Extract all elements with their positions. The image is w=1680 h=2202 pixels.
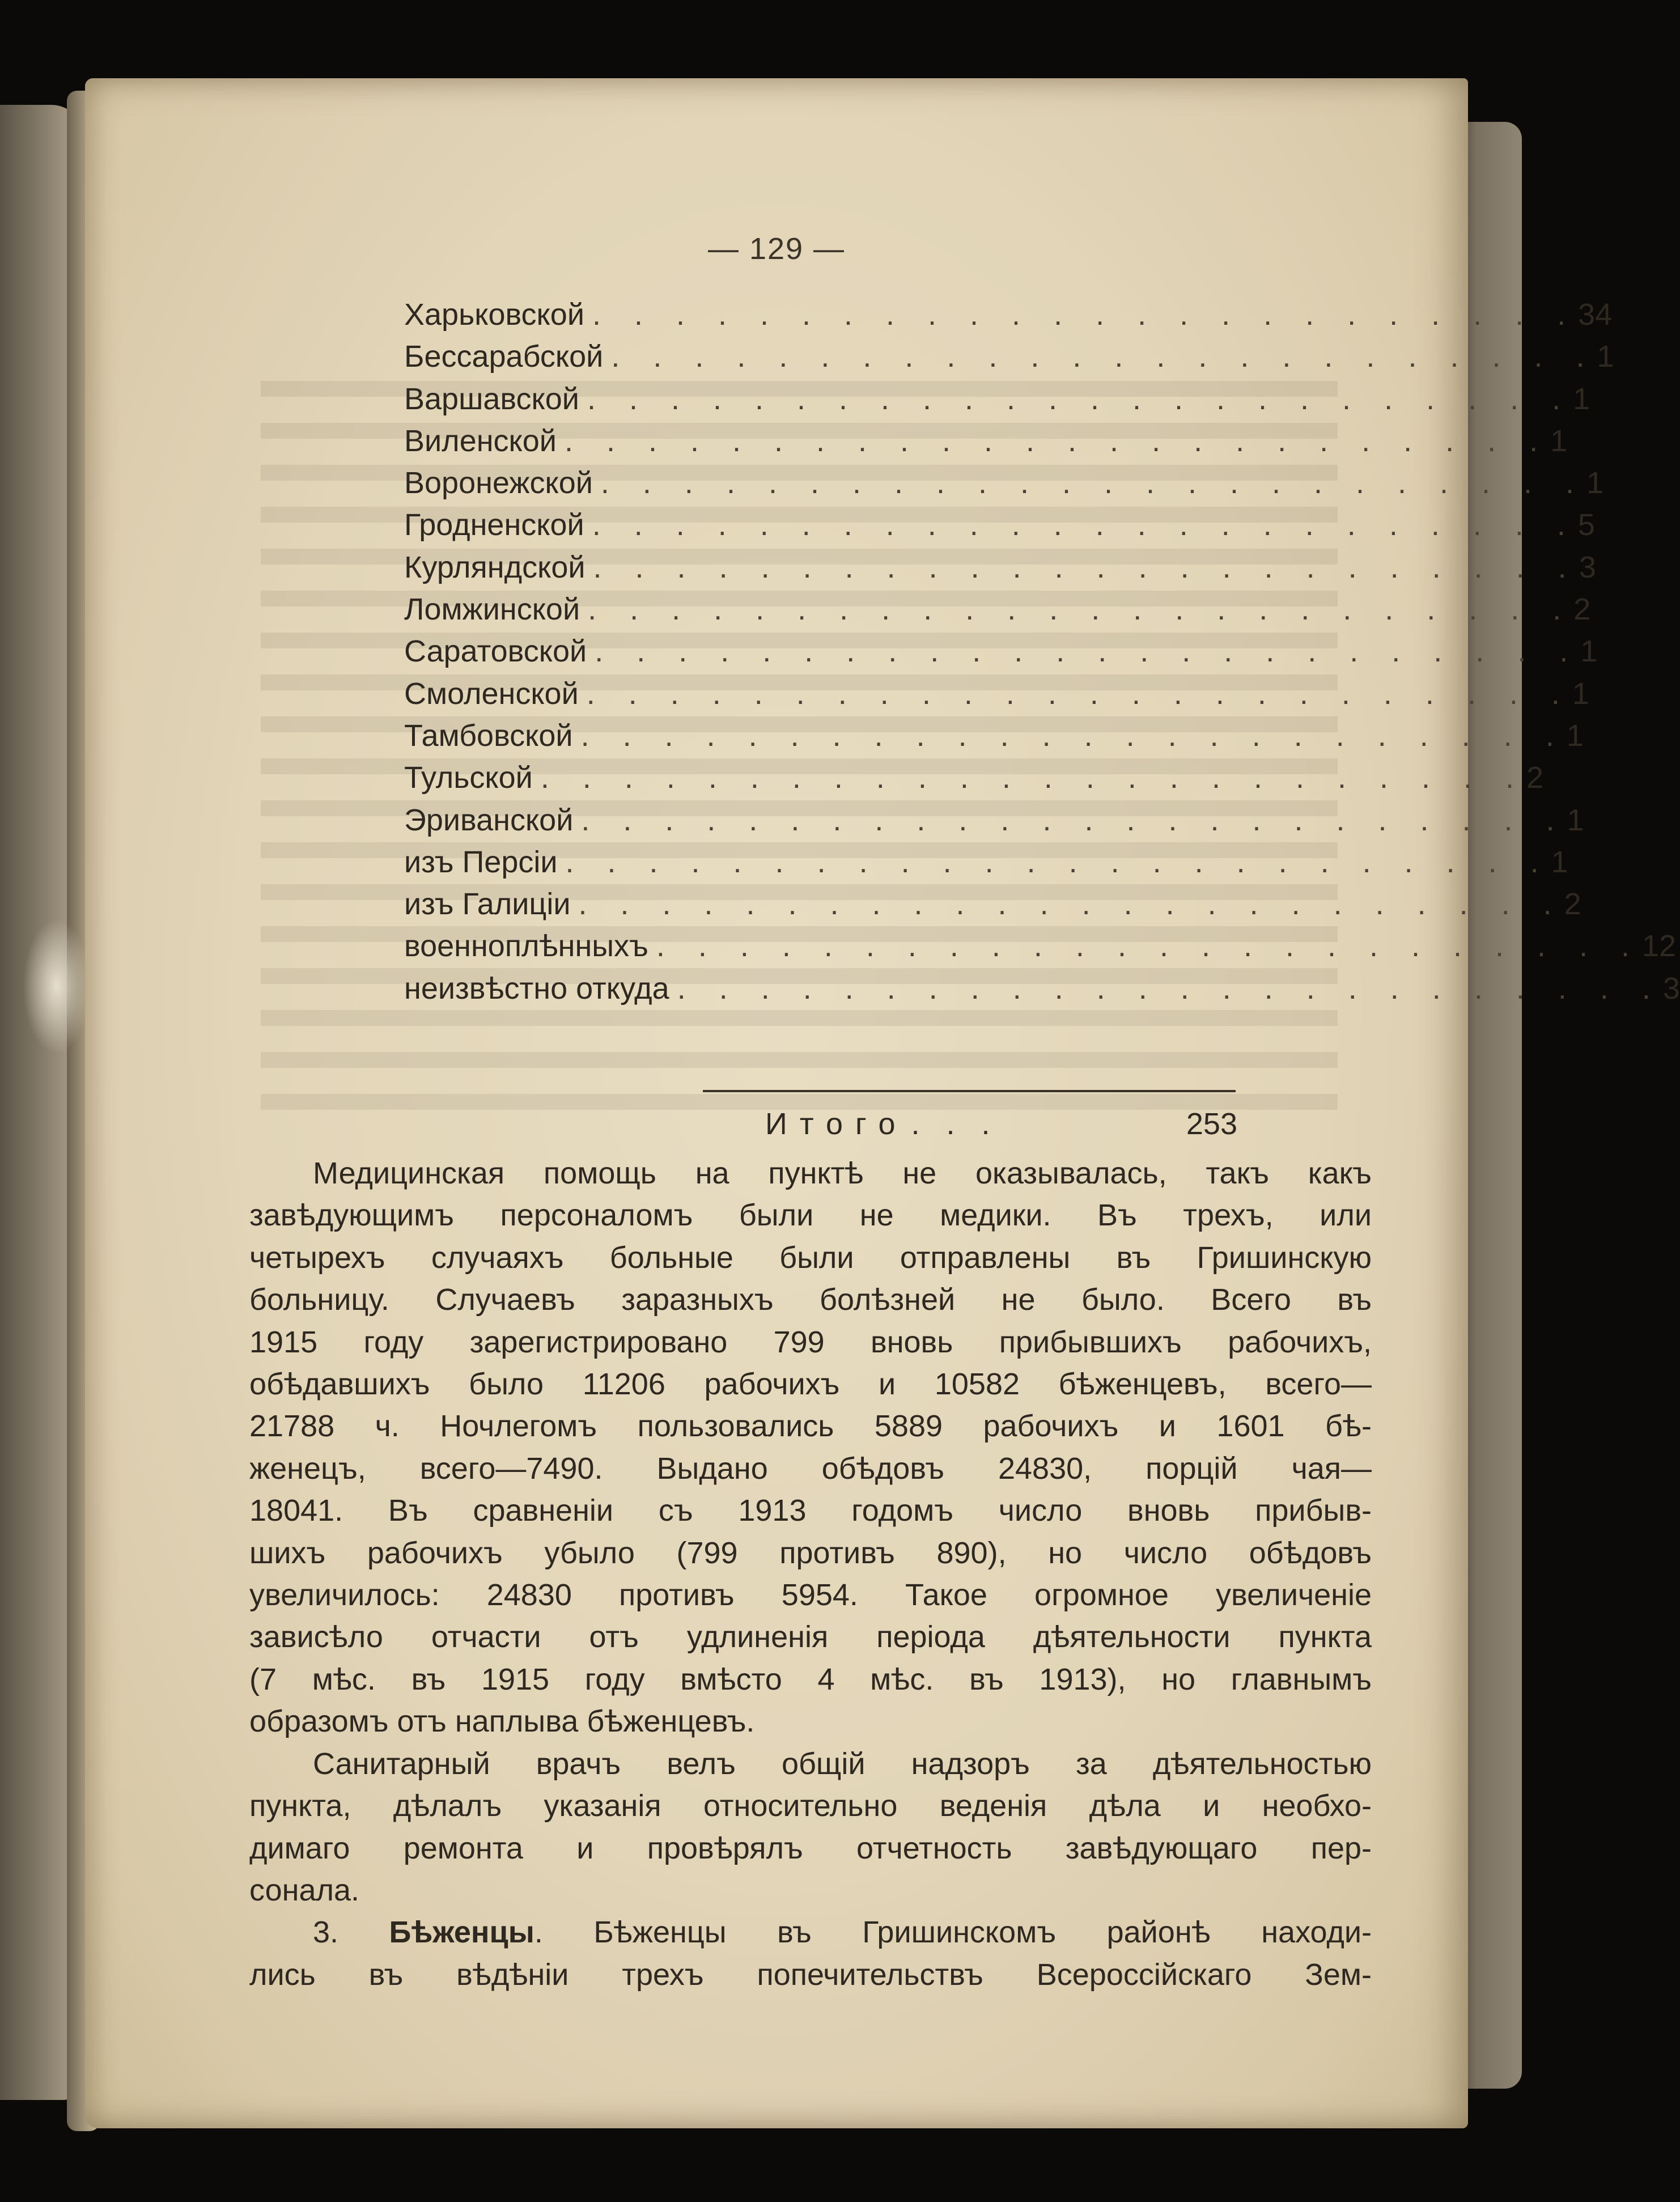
list-item: военноплѣнныхъ . . . . . . . . . . . . . . . . . . . . . . . . 12 — [404, 929, 1677, 964]
list-item: Варшавской . . . . . . . . . . . . . . . . . . . . . . . . 1 — [404, 381, 1590, 416]
list-item: Ломжинской . . . . . . . . . . . . . . . . . . . . . . . . 2 — [404, 592, 1591, 627]
list-item: неизвѣстно откуда . . . . . . . . . . . . . . . . . . . . . . . . 3 — [404, 971, 1680, 1005]
total-row: Итого . . . 253 — [765, 1103, 1237, 1145]
list-item: Саратовской . . . . . . . . . . . . . . . . . . . . . . . . 1 — [404, 634, 1598, 669]
paragraph-refugees: 3. Бѣженцы. Бѣженцы въ Гришинскомъ районѣ находи- лись въ вѣдѣніи трехъ попечительствъ Всероссійскаго Зем- — [249, 1915, 1372, 1992]
list-item: Виленской . . . . . . . . . . . . . . . . . . . . . . . . 1 — [404, 423, 1568, 458]
list-item: Смоленской . . . . . . . . . . . . . . . . . . . . . . . . 1 — [404, 676, 1589, 711]
list-item: Тульской . . . . . . . . . . . . . . . . . . . . . . . . 2 — [404, 761, 1544, 795]
total-rule — [703, 1090, 1236, 1092]
list-item: изъ Галиціи . . . . . . . . . . . . . . . . . . . . . . . . 2 — [404, 887, 1581, 922]
list-item: Гродненской . . . . . . . . . . . . . . . . . . . . . . . . 5 — [404, 508, 1595, 542]
section-heading: Бѣженцы — [389, 1915, 534, 1950]
list-item: Эриванской . . . . . . . . . . . . . . . . . . . . . . . . 1 — [404, 803, 1584, 837]
paragraph-sanitary-doctor: Санитарный врачъ велъ общій надзоръ за дѣятельностью пункта, дѣлалъ указанія относительно веденія дѣла и необхо- димаго ремонта и провѣрялъ отчетность завѣдующаго пер- сонала. — [249, 1746, 1372, 1907]
total-label: Итого — [765, 1107, 908, 1141]
list-item: Курляндской . . . . . . . . . . . . . . . . . . . . . . . . 3 — [404, 550, 1596, 584]
paper-tear — [23, 918, 91, 1054]
list-item: Бессарабской . . . . . . . . . . . . . . . . . . . . . . . . 1 — [404, 340, 1614, 374]
list-item: изъ Персіи . . . . . . . . . . . . . . . . . . . . . . . . 1 — [404, 845, 1568, 879]
total-value: 253 — [1186, 1107, 1237, 1141]
page-number: — 129 — — [707, 232, 846, 266]
region-list — [404, 294, 1680, 1009]
list-item: Харьковской . . . . . . . . . . . . . . . . . . . . . . . . 34 — [404, 298, 1613, 332]
book-page — [85, 78, 1680, 2128]
list-item: Воронежской . . . . . . . . . . . . . . . . . . . . . . . . 1 — [404, 466, 1604, 500]
list-item: Тамбовской . . . . . . . . . . . . . . . . . . . . . . . . 1 — [404, 718, 1584, 753]
body-text — [249, 1152, 1372, 1996]
paragraph-medical-help: Медицинская помощь на пунктѣ не оказывалась, такъ какъ завѣдующимъ персоналомъ были не медики. Въ трехъ, или четырехъ случаяхъ больные были отправлены въ Гришинскую больницу. Случаевъ заразныхъ болѣзней не было. Всего въ 1915 году зарегистрировано 799 вновь прибывшихъ рабочихъ, обѣдавшихъ было 11206 рабочихъ и 10582 бѣженцевъ, всего— 21788 ч. Ночлегомъ пользовались 5889 рабочихъ и 1601 бѣ- женецъ, всего—7490. Выдано обѣдовъ 24830, порцій чая— 18041. Въ сравненіи съ 1913 годомъ число вновь прибыв- шихъ рабочихъ убыло (799 противъ 890), но число обѣдовъ увеличилось: 24830 противъ 5954. Такое огромное увеличеніе зависѣло отчасти отъ удлиненія періода дѣятельности пункта (7 мѣс. въ 1915 году вмѣсто 4 мѣс. въ 1913), но главнымъ образомъ отъ наплыва бѣженцевъ. — [249, 1156, 1372, 1739]
